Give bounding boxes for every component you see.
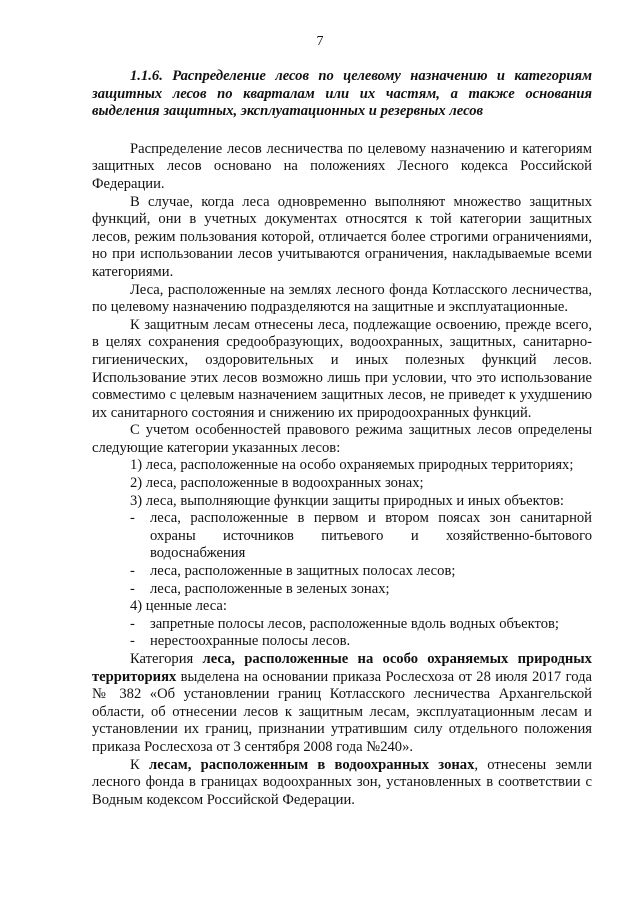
- dash-item-1: [92, 510, 592, 563]
- paragraph-7-bold: лесам, расположенным в водоохранных зонах: [149, 756, 475, 773]
- dash-mark: -: [130, 615, 135, 632]
- paragraph-7-rest: , отнесены земли лесного фонда в границах водоохранных зон, установленных в соответствии с Водным кодексом Российской Федерации.: [92, 756, 592, 808]
- list-item-1: 1) леса, расположенные на особо охраняемых природных территориях;: [130, 457, 574, 474]
- dash-item-text: леса, расположенные в первом и втором поясах зон санитарной охраны источников питьевого и хозяйственно-бытового водоснабжения: [150, 510, 592, 562]
- dash-item-5: [92, 633, 592, 651]
- paragraph-6: [92, 651, 592, 757]
- list-item-3: 3) леса, выполняющие функции защиты природных и иных объектов:: [130, 492, 564, 509]
- paragraph-3: Леса, расположенные на землях лесного фонда Котласского лесничества, по целевому назначению подразделяются на защитные и эксплуатационные.: [92, 281, 592, 316]
- dash-item-text: леса, расположенные в зеленых зонах;: [150, 580, 390, 597]
- page-number: 7: [316, 34, 324, 49]
- dash-item-2: [92, 563, 592, 581]
- dash-item-4: [92, 616, 592, 634]
- paragraph-5: С учетом особенностей правового режима защитных лесов определены следующие категории указанных лесов:: [92, 422, 592, 456]
- paragraph-4: К защитным лесам отнесены леса, подлежащие освоению, прежде всего, в целях сохранения средообразующих, водоохранных, защитных, санитарно-гигиенических, оздоровительных и иных полезных функций лесов. Использование этих лесов возможно лишь при условии, что это использование совместимо с целевым назначением защитных лесов, не приведет к ухудшению их санитарного состояния и снижению их природоохранных функций.: [92, 316, 592, 421]
- paragraph-2: В случае, когда леса одновременно выполняют множество защитных функций, они в учетных документах относятся к той категории защитных лесов, режим пользования которой, отличается более строгими ограничениями, но при использовании лесов учитываются ограничения, накладываемые всеми категориями.: [92, 193, 592, 280]
- heading-line-1: 1.1.6. Распределение лесов по целевому назначению и категориям: [130, 68, 592, 84]
- heading-line-3: выделения защитных, эксплуатационных и резервных лесов: [92, 103, 484, 120]
- dash-item-text: запретные полосы лесов, расположенные вдоль водных объектов;: [150, 615, 559, 632]
- paragraph-6-bold: леса, расположенные на особо охраняемых природных территориях: [92, 651, 592, 685]
- dash-item-text: нерестоохранные полосы лесов.: [150, 633, 351, 650]
- section-heading: [92, 68, 592, 121]
- dash-item-3: [92, 581, 592, 599]
- heading-line-2: защитных лесов по кварталам или их частям, а также основания: [92, 85, 592, 102]
- dash-mark: -: [130, 563, 135, 580]
- paragraph-7-lead: К: [130, 756, 149, 773]
- dash-mark: -: [130, 633, 135, 650]
- paragraph-6-rest: выделена на основании приказа Рослесхоза от 28 июля 2017 года № 382 «Об установлении границ Котласского лесничества Архангельской области, об отнесении лесов к защитным лесам, эксплуатационным лесам и установлении их границ, признании утратившим силу отдельного положения приказа Рослесхоза от 3 сентября 2008 года №240».: [92, 668, 592, 755]
- document-body: [92, 68, 592, 809]
- list-item-4: 4) ценные леса:: [130, 598, 227, 615]
- paragraph-7: [92, 757, 592, 810]
- dash-item-text: леса, расположенные в защитных полосах лесов;: [150, 563, 456, 580]
- dash-mark: -: [130, 510, 135, 527]
- paragraph-1: Распределение лесов лесничества по целевому назначению и категориям защитных лесов основано на положениях Лесного кодекса Российской Федерации.: [92, 140, 592, 192]
- list-item-2: 2) леса, расположенные в водоохранных зонах;: [130, 475, 424, 492]
- paragraph-6-lead: Категория: [130, 651, 203, 667]
- dash-mark: -: [130, 580, 135, 597]
